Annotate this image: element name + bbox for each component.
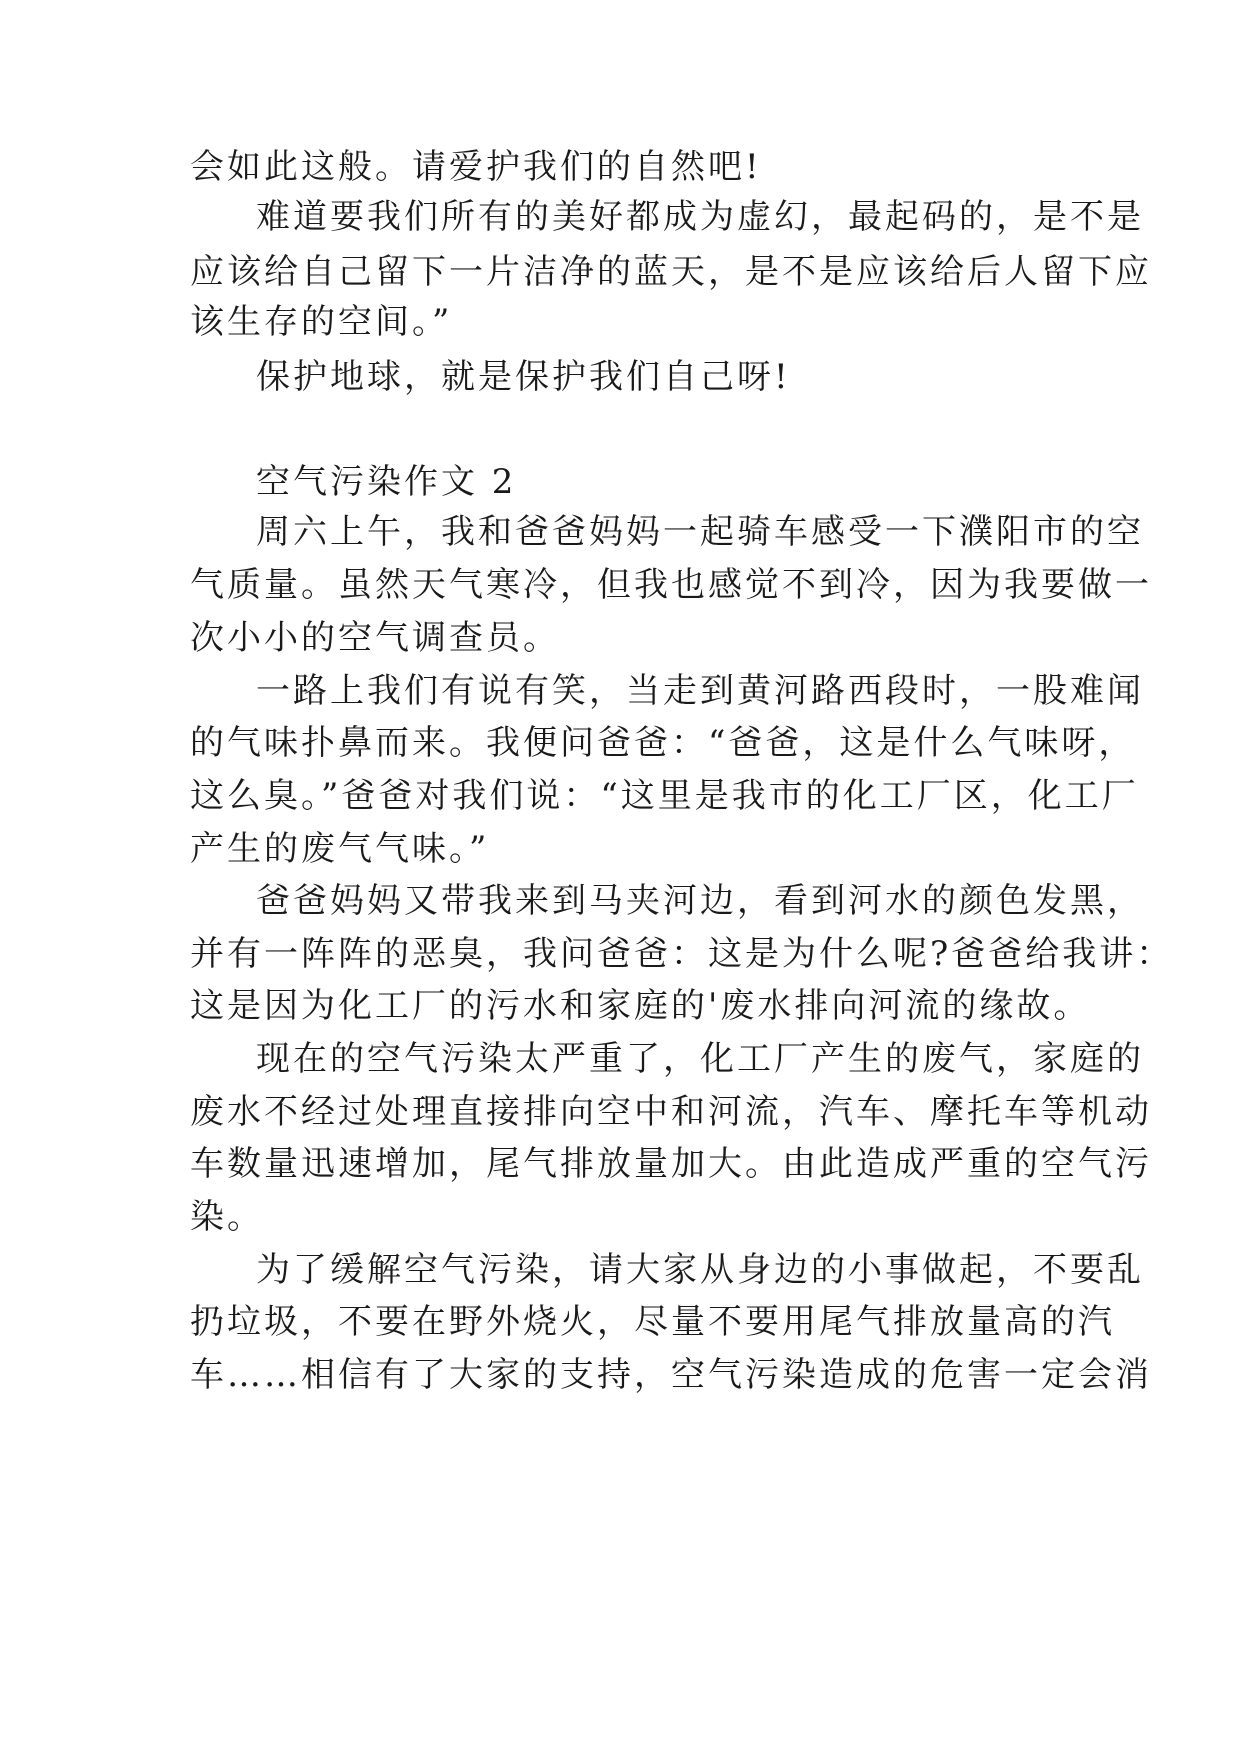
text-line: 该生存的空间。”	[190, 302, 453, 342]
text-line: 的气味扑鼻而来。我便问爸爸：“爸爸，这是什么气味呀，	[190, 723, 1136, 763]
text-line: 应该给自己留下一片洁净的蓝天，是不是应该给后人留下应	[190, 252, 1152, 292]
paragraph-first-line: 现在的空气污染太严重了，化工厂产生的废气，家庭的	[256, 1039, 1144, 1079]
section-heading: 空气污染作文 2	[256, 462, 517, 502]
text-line: 会如此这般。请爱护我们的自然吧!	[190, 147, 762, 187]
text-line: 这么臭。”爸爸对我们说：“这里是我市的化工厂区，化工厂	[190, 776, 1139, 816]
paragraph-first-line: 爸爸妈妈又带我来到马夹河边，看到河水的颜色发黑，	[256, 881, 1144, 921]
text-line: 车数量迅速增加，尾气排放量加大。由此造成严重的空气污	[190, 1144, 1152, 1184]
text-line: 废水不经过处理直接排向空中和河流，汽车、摩托车等机动	[190, 1092, 1152, 1132]
text-line: 气质量。虽然天气寒冷，但我也感觉不到冷，因为我要做一	[190, 565, 1152, 605]
text-line: 扔垃圾，不要在野外烧火，尽量不要用尾气排放量高的汽	[190, 1302, 1115, 1342]
text-line: 车……相信有了大家的支持，空气污染造成的危害一定会消	[190, 1355, 1152, 1395]
text-line: 染。	[190, 1197, 264, 1237]
text-line: 这是因为化工厂的污水和家庭的'废水排向河流的缘故。	[190, 986, 1091, 1026]
paragraph-first-line: 一路上我们有说有笑，当走到黄河路西段时，一股难闻	[256, 671, 1144, 711]
paragraph-first-line: 难道要我们所有的美好都成为虚幻，最起码的，是不是	[256, 197, 1144, 237]
paragraph-first-line: 保护地球，就是保护我们自己呀!	[256, 357, 791, 397]
paragraph-first-line: 周六上午，我和爸爸妈妈一起骑车感受一下濮阳市的空	[256, 512, 1144, 552]
text-line: 次小小的空气调查员。	[190, 618, 560, 658]
paragraph-first-line: 为了缓解空气污染，请大家从身边的小事做起，不要乱	[256, 1250, 1144, 1290]
text-line: 产生的废气气味。”	[190, 829, 490, 869]
text-line: 并有一阵阵的恶臭，我问爸爸：这是为什么呢?爸爸给我讲：	[190, 934, 1174, 974]
